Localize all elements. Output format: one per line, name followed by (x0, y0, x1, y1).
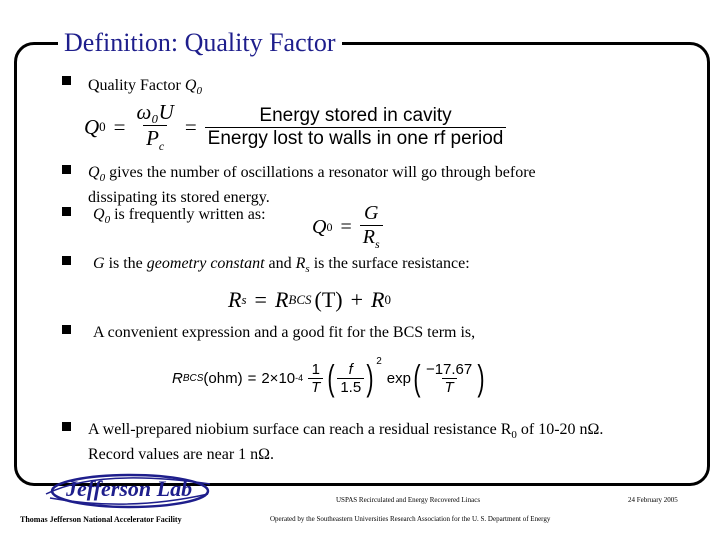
eq3-lhs-sub: s (241, 292, 247, 307)
eq3-r0: R (371, 287, 385, 312)
eq1-denominator: P (146, 125, 159, 150)
bullet-5-text: A convenient expression and a good fit for the BCS term is, (93, 324, 476, 341)
bullet-4-text-c: is the surface resistance: (309, 255, 470, 272)
eq4-open-paren: ( (327, 357, 335, 398)
bullet-5 (93, 323, 475, 343)
eq1-equals-2: = (184, 114, 197, 139)
eq4-lhs: R (172, 369, 183, 387)
bullet-marker (62, 256, 71, 265)
bullet-4-text-b: and (264, 255, 296, 272)
bullet-3 (93, 205, 266, 230)
bullet-6-line-2: Record values are near 1 nΩ. (88, 446, 275, 464)
eq4-f3-num: −17.67 (425, 360, 473, 378)
eq4-fraction-1 (308, 361, 323, 396)
bullet-marker (62, 422, 71, 431)
equation-q0-g-rs (312, 202, 383, 252)
eq3-rbcs: R (274, 287, 289, 312)
eq3-equals: = (254, 287, 267, 312)
bullet-6 (88, 420, 603, 465)
q-subscript: 0 (99, 172, 106, 185)
q-symbol: Q (184, 77, 197, 94)
eq4-exponent: -4 (295, 373, 304, 383)
footer-organization: Thomas Jefferson National Accelerator Facility (20, 515, 182, 524)
rs-subscript: s (305, 263, 310, 276)
jefferson-lab-logo (38, 466, 218, 514)
eq4-f1-den: T (308, 378, 323, 396)
eq1-text-numerator: Energy stored in cavity (259, 104, 452, 126)
eq4-close-paren-2: ) (477, 357, 485, 398)
bullet-3-text: is frequently written as: (110, 206, 266, 223)
eq2-denominator: R (362, 226, 375, 248)
eq3-lhs: R (228, 287, 242, 312)
eq2-lhs: Q (312, 215, 327, 238)
eq4-lhs-sub: BCS (182, 372, 204, 384)
eq1-den-sub: c (158, 139, 165, 154)
q-symbol: Q (93, 206, 105, 223)
eq2-fraction (360, 202, 383, 252)
equation-rbcs-fit (172, 350, 487, 406)
eq4-equals: = (247, 369, 257, 387)
bullet-1-text: Quality Factor (88, 77, 185, 94)
title-container (58, 26, 342, 60)
eq1-text-denominator: Energy lost to walls in one rf period (205, 127, 507, 150)
eq4-fraction-3 (423, 361, 475, 396)
footer-course: USPAS Recirculated and Energy Recovered Linacs (336, 496, 481, 504)
g-symbol: G (93, 255, 105, 272)
eq4-power: 2 (376, 356, 382, 367)
rs-symbol: R (295, 255, 306, 272)
eq1-lhs: Q (84, 114, 100, 139)
eq2-equals: = (340, 215, 352, 238)
eq3-r0-sub: 0 (384, 292, 391, 307)
eq2-den-sub: s (374, 237, 380, 251)
eq3-plus: + (350, 287, 364, 312)
q-subscript: 0 (104, 214, 111, 227)
eq4-f2-num: f (348, 360, 353, 378)
bullet-4-text-a: is the (104, 255, 147, 272)
footer-operated-by: Operated by the Southeastern Universities Research Association for the U. S. Department of Energy (270, 515, 551, 523)
eq4-f1-num: 1 (311, 360, 320, 378)
eq1-lhs-sub: 0 (99, 119, 106, 134)
geometry-constant-term: geometry constant (146, 255, 265, 272)
eq1-equals: = (113, 114, 126, 139)
eq4-unit: (ohm) (203, 369, 243, 387)
eq4-f2-den: 1.5 (337, 378, 364, 396)
bullet-2-line-1: gives the number of oscillations a resonator will go through before (105, 164, 536, 181)
eq4-coefficient: 2×10 (261, 369, 296, 387)
eq3-rbcs-sub: BCS (288, 292, 312, 307)
footer-date: 24 February 2005 (628, 496, 678, 504)
eq2-numerator: G (363, 202, 379, 224)
bullet-2-line-2: dissipating its stored energy. (88, 189, 270, 207)
bullet-1 (88, 76, 202, 101)
eq4-exp-fn: exp (386, 369, 411, 387)
eq1-fraction (134, 100, 177, 154)
eq4-fraction-2 (337, 361, 364, 396)
bullet-marker (62, 76, 71, 85)
eq3-argument: (T) (314, 287, 343, 312)
eq1-numerator: ω₀U (136, 99, 174, 124)
bullet-6-line-1b: of 10-20 nΩ. (516, 421, 604, 438)
bullet-4 (93, 254, 470, 279)
bullet-6-line-1a: A well-prepared niobium surface can reach a residual resistance R (88, 421, 512, 438)
q-symbol: Q (88, 164, 100, 181)
q-subscript: 0 (196, 85, 202, 98)
eq2-lhs-sub: 0 (326, 219, 333, 234)
eq4-open-paren-2: ( (413, 357, 421, 398)
eq4-f3-den: T (442, 378, 457, 396)
equation-q0-energy (84, 99, 506, 154)
equation-rs-sum (228, 283, 391, 317)
eq4-close-paren: ) (366, 357, 374, 398)
logo-text: Jefferson Lab (66, 476, 193, 501)
eq1-text-fraction (205, 105, 507, 150)
bullet-6-subscript: 0 (511, 429, 517, 442)
bullet-marker (62, 325, 71, 334)
bullet-marker (62, 165, 71, 174)
bullet-marker (62, 207, 71, 216)
slide-title: Definition: Quality Factor (64, 28, 336, 57)
